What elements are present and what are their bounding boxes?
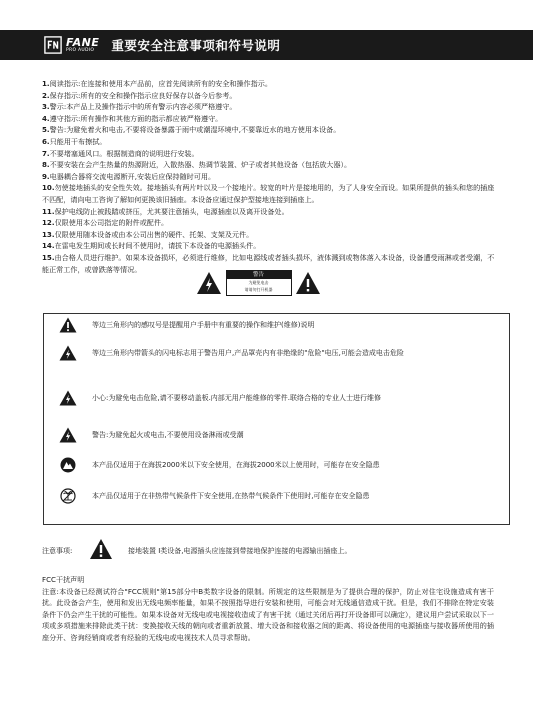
lightning-triangle-icon	[58, 388, 78, 408]
rule-item: 8.不要安装在会产生热量的热源附近，入散热器、热调节装置、炉子或者其他设备（包括放大器）。	[42, 160, 352, 170]
safety-rules-list	[42, 78, 497, 275]
fcc-statement	[42, 574, 494, 643]
symbol-description: 本产品仅适用于在海拔2000米以下安全使用，在海拔2000米以上使用时，可能存在安全隐患	[92, 461, 380, 469]
header-bar	[0, 30, 533, 60]
rule-item: 4.遵守指示:所有操作和其他方面的指示都应被严格遵守。	[42, 113, 223, 123]
rule-item: 9.电器耦合器将交流电源断开,安装后应保持随时可用。	[42, 171, 216, 181]
warning-label-heading: 警告	[227, 271, 291, 279]
symbol-description: 等边三角形内的感叹号是提醒用户手册中有重要的操作和维护(维修)说明	[92, 321, 315, 329]
rule-item: 14.在雷电发生期间或长时间不使用时，请拔下本设备的电源插头件。	[42, 241, 261, 251]
altitude-2000m-icon	[58, 455, 78, 475]
symbol-row	[44, 425, 509, 445]
grounding-note	[42, 538, 502, 564]
exclamation-triangle-icon	[295, 271, 321, 295]
symbol-row	[44, 315, 509, 335]
rule-item: 12.仅限使用本公司指定的附件或配件。	[42, 218, 169, 228]
rule-item: 13.仅限使用随本设备或由本公司出售的硬件、托架、支架及元件。	[42, 229, 254, 239]
brand-name: FANE	[66, 35, 100, 49]
symbol-explanation-table	[43, 313, 510, 525]
note-text: 接地装置 I类设备,电源插头应连接到带接地保护连接的电源输出插座上。	[128, 547, 352, 555]
symbol-row	[44, 388, 509, 408]
lightning-triangle-icon	[58, 425, 78, 445]
rule-item: 1.阅读指示:在连接和使用本产品前，应首先阅读所有的安全和操作指示。	[42, 79, 272, 88]
warning-label	[226, 270, 292, 296]
symbol-description: 警告:为避免起火或电击,不要使用设备淋雨或受潮	[92, 431, 244, 439]
symbol-row	[44, 486, 509, 506]
note-label: 注意事项:	[42, 547, 73, 555]
fcc-title: FCC干扰声明	[42, 575, 85, 584]
tropical-climate-icon	[58, 486, 78, 506]
symbol-description: 等边三角形内带箭头的闪电标志用于警告用户,产品罩壳内有非绝缘的"危险"电压,可能会造成电击危险	[92, 349, 404, 357]
lightning-triangle-icon	[196, 271, 222, 295]
warning-label-row	[196, 268, 321, 298]
warning-label-line: 为避免电击	[248, 280, 269, 285]
warning-label-line: 请请勿打开机器	[244, 286, 273, 292]
rule-item: 5.警告:为避免着火和电击,不要将设备暴露于雨中或潮湿环境中,不要靠近水的地方使用本设备。	[42, 125, 341, 135]
rule-item: 2.保存指示:所有的安全和操作指示应良好保存以备今后参考。	[42, 90, 237, 100]
fcc-body: 注意:本设备已经测试符合"FCC规则"第15部分中B类数字设备的限制。所规定的这些限制是为了提供合理的保护，防止对住宅设施造成有害干扰。此设备会产生，使用和发出无线电频率能量，如果不按照指导进行安装和使用，可能会对无线通信造成干扰。但是，我们不排除在特定安装条件下仍会产生干扰的可能性。如果本设备对无线电或电视接收造成了有害干扰（通过关闭后再打开设备即可以确定），建议用户尝试采取以下一项或多项措施来排除此类干扰：变换接收天线的朝向或者重新放置、增大设备和接收器之间的距离、将设备使用的电源插座与接收器所使用的插座分开、咨询经销商或者有经验的无线电或电视技术人员寻求帮助。	[42, 586, 494, 642]
page-title: 重要安全注意事项和符号说明	[111, 38, 281, 53]
lightning-triangle-icon	[58, 343, 78, 363]
exclamation-triangle-icon	[58, 315, 78, 335]
rule-item: 3.警示:本产品上及操作指示中的所有警示内容必须严格遵守。	[42, 102, 237, 112]
rule-item: 10.勿使接地插头的安全性失效。接地插头有两片叶以及一个接地片。较宽的叶片是接地用的，为了人身安全而设。如果所提供的插头和您的插座不匹配，请向电工咨询了解如何更换该旧插座。本设备应通过保护型接地连接到插座上。	[42, 183, 495, 204]
rule-item: 11.保护电线防止被践踏或挤压，尤其要注意插头，电源插座以及离开设备处。	[42, 206, 289, 216]
rule-item: 7.不要堵塞通风口。根据制造商的说明进行安装。	[42, 148, 199, 158]
brand-logo	[44, 36, 99, 54]
rule-item: 15.由合格人员进行维护。如果本设备损坏，必须进行维修，比如电源线或者插头损坏，液体溅到或物体落入本设备，设备遭受雨淋或者受潮，不能正常工作，或曾跌落等情况。	[42, 252, 495, 274]
brand-mark-icon	[44, 36, 62, 54]
symbol-description: 本产品仅适用于在非热带气候条件下安全使用,在热带气候条件下使用时,可能存在安全隐患	[92, 492, 370, 500]
rule-item: 6.只能用干布擦拭。	[42, 136, 107, 146]
symbol-description: 小心:为避免电击危险,请不要移动盖板.内部无用户能维修的零件.联络合格的专业人士进行维修	[92, 394, 382, 402]
symbol-row	[44, 343, 509, 363]
exclamation-triangle-icon	[89, 538, 113, 560]
brand-subtitle: PRO AUDIO	[66, 47, 95, 53]
symbol-row	[44, 455, 509, 475]
